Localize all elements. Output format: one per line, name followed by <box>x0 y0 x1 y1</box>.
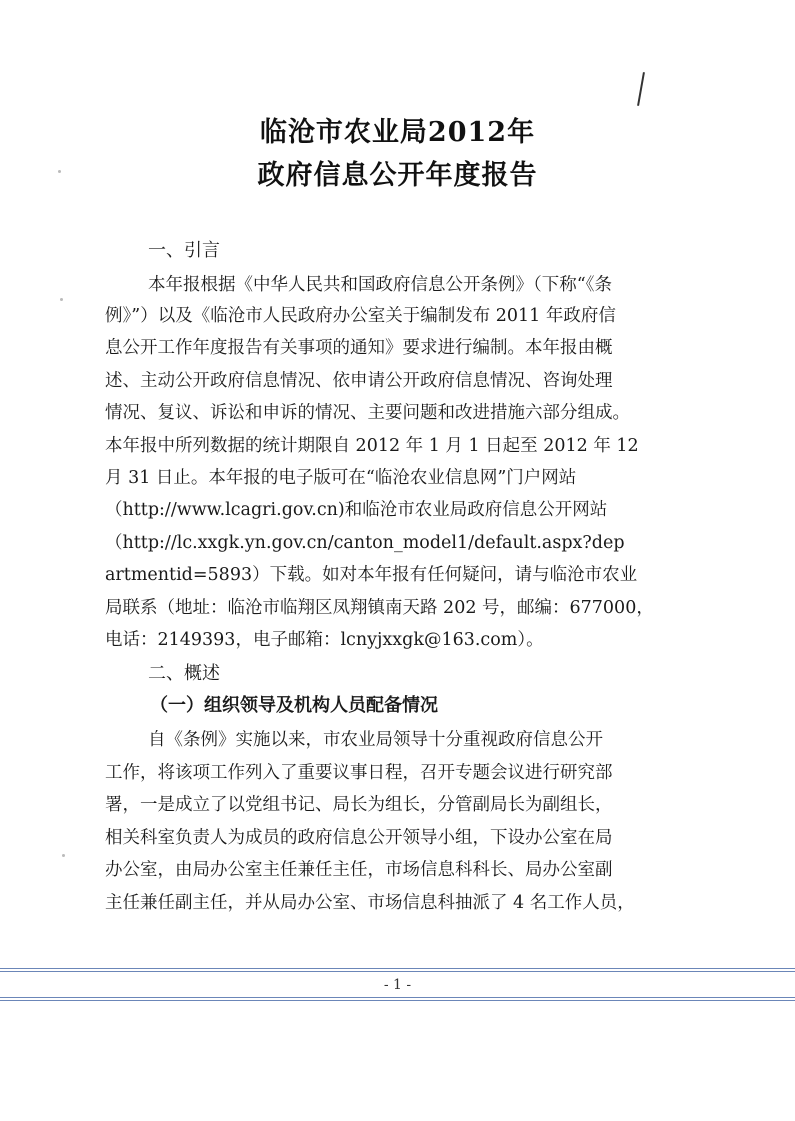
page-number: - 1 - <box>383 977 412 993</box>
paragraph-line: （http://lc.xxgk.yn.gov.cn/canton_model1/default.aspx?dep <box>105 533 625 553</box>
paragraph-line: 述、主动公开政府信息情况、依申请公开政府信息情况、咨询处理 <box>105 371 613 391</box>
footer-rule-top <box>0 968 795 969</box>
scan-speck <box>62 854 65 857</box>
paragraph-line: 工作，将该项工作列入了重要议事日程，召开专题会议进行研究部 <box>105 763 613 783</box>
paragraph-line: 例》”）以及《临沧市人民政府办公室关于编制发布 2011 年政府信 <box>105 306 616 326</box>
paragraph-line: （http://www.lcagri.gov.cn)和临沧市农业局政府信息公开网站 <box>105 500 608 520</box>
paragraph-line: artmentid=5893）下载。如对本年报有任何疑问，请与临沧市农业 <box>105 565 638 585</box>
section-heading-overview: 二、概述 <box>148 663 220 684</box>
subsection-heading: （一）组织领导及机构人员配备情况 <box>150 695 438 716</box>
footer-rule-bottom-2 <box>0 1000 795 1001</box>
footer-rule-bottom <box>0 997 795 998</box>
paragraph-line: 相关科室负责人为成员的政府信息公开领导小组，下设办公室在局 <box>105 828 613 848</box>
paragraph-line: 本年报中所列数据的统计期限自 2012 年 1 月 1 日起至 2012 年 12 <box>105 436 639 456</box>
title-line-1: 临沧市农业局2012年 <box>259 117 536 148</box>
paragraph-line: 主任兼任副主任，并从局办公室、市场信息科抽派了 4 名工作人员， <box>105 893 635 913</box>
section-heading-intro: 一、引言 <box>148 240 220 261</box>
scan-speck <box>60 298 63 301</box>
scan-speck <box>58 170 61 173</box>
handwritten-mark <box>637 72 645 106</box>
paragraph-line: 月 31 日止。本年报的电子版可在“临沧农业信息网”门户网站 <box>105 468 577 488</box>
paragraph-line: 本年报根据《中华人民共和国政府信息公开条例》（下称“《条 <box>148 275 612 295</box>
paragraph-line: 局联系（地址：临沧市临翔区凤翔镇南天路 202 号，邮编：677000， <box>105 598 654 618</box>
paragraph-line: 息公开工作年度报告有关事项的通知》要求进行编制。本年报由概 <box>105 338 613 358</box>
paragraph-line: 情况、复议、诉讼和申诉的情况、主要问题和改进措施六部分组成。 <box>105 403 630 423</box>
footer-rule-top-2 <box>0 971 795 972</box>
paragraph-line: 办公室，由局办公室主任兼任主任，市场信息科科长、局办公室副 <box>105 860 613 880</box>
paragraph-line: 自《条例》实施以来，市农业局领导十分重视政府信息公开 <box>148 730 603 750</box>
title-line-2: 政府信息公开年度报告 <box>257 160 538 191</box>
paragraph-line: 电话：2149393，电子邮箱：lcnyjxxgk@163.com）。 <box>105 630 544 650</box>
paragraph-line: 署，一是成立了以党组书记、局长为组长，分管副局长为副组长， <box>105 795 613 815</box>
